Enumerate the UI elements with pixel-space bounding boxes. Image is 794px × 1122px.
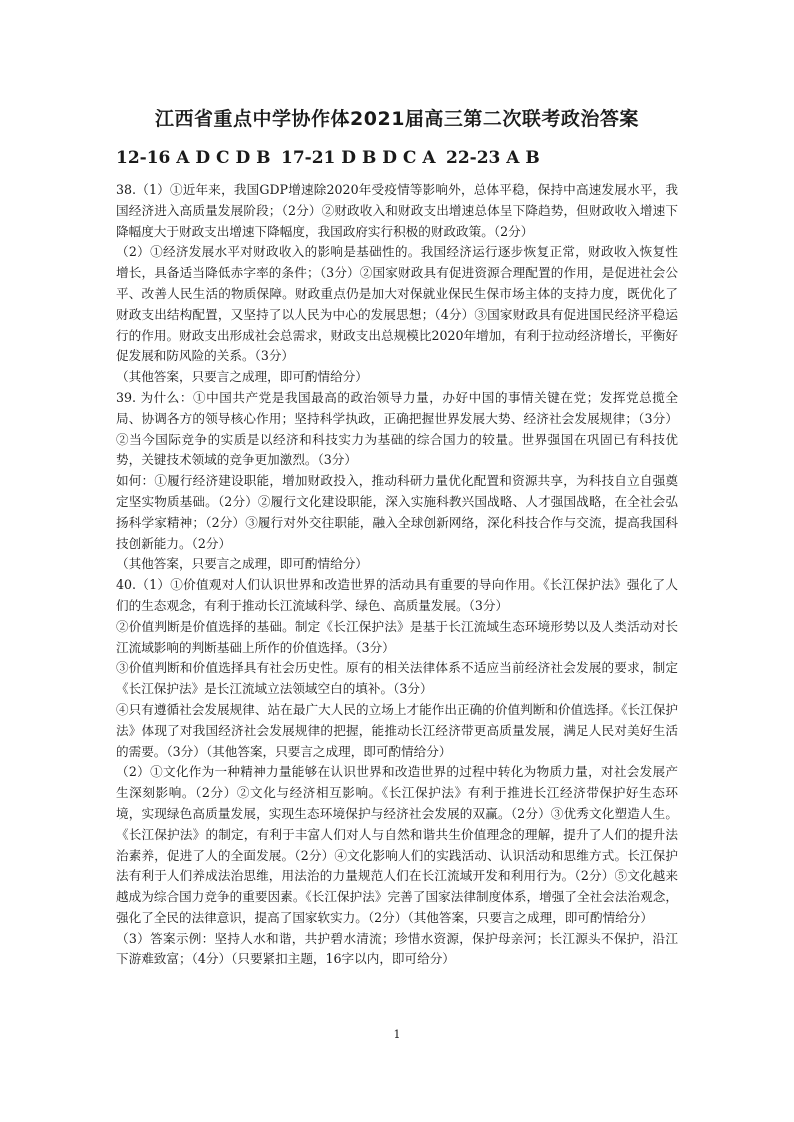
document-title: 江西省重点中学协作体2021届高三第二次联考政治答案 <box>155 108 639 130</box>
page-number: 1 <box>393 1028 401 1041</box>
paragraph-38-2: （2）①经济发展水平对财政收入的影响是基础性的。我国经济运行逐步恢复正常，财政收入恢复性增长，具备适当降低赤字率的条件；（3分）②国家财政具有促进资源合理配置的作用，是促进社会公平、改善人民生活的物质保障。财政重点仍是加大对保就业保民生保市场主体的支持力度，既优化了财政支出结构配置，又坚持了以人民为中心的发展思想；（4分）③国家财政具有促进国民经济平稳运行的作用。财政支出形成社会总需求，财政支出总规模比2020年增加，有利于拉动经济增长，平衡好促发展和防风险的关系。（3分） <box>116 244 678 364</box>
multiple-choice-answers <box>116 148 696 168</box>
answers-17-21: 17-21 D B D C A <box>281 148 436 168</box>
paragraph-40-1-c: ③价值判断和价值选择具有社会历史性。原有的相关法律体系不适应当前经济社会发展的要求，制定《长江保护法》是长江流域立法领域空白的填补。（3分） <box>116 660 678 697</box>
answer-body <box>116 180 678 970</box>
paragraph-40-1-b: ②价值判断是价值选择的基础。制定《长江保护法》是基于长江流域生态环境形势以及人类活动对长江流域影响的判断基础上所作的价值选择。（3分） <box>116 618 678 655</box>
paragraph-40-1-d: ④只有遵循社会发展规律、站在最广大人民的立场上才能作出正确的价值判断和价值选择。《长江保护法》体现了对我国经济社会发展规律的把握，能推动长江经济带更高质量发展，满足人民对美好生活的需要。（3分）（其他答案，只要言之成理，即可酌情给分） <box>116 701 678 759</box>
paragraph-40-3: （3）答案示例：坚持人水和谐，共护碧水清流；珍惜水资源，保护母亲河；长江源头不保护，沿江下游难致富；（4分）（只要紧扣主题，16字以内，即可给分） <box>116 930 678 967</box>
paragraph-40-1-a: 40.（1）①价值观对人们认识世界和改造世界的活动具有重要的导向作用。《长江保护法》强化了人们的生态观念，有利于推动长江流域科学、绿色、高质量发展。（3分） <box>116 577 678 613</box>
paragraph-38-1: 38.（1）①近年来，我国GDP增速除2020年受疫情等影响外，总体平稳，保持中高速发展水平，我国经济进入高质量发展阶段；（2分）②财政收入和财政支出增速总体呈下降趋势，但财政收入增速下降幅度大于财政支出增速下降幅度，我国政府实行积极的财政政策。（2分） <box>116 182 678 239</box>
answers-12-16: 12-16 A D C D B <box>116 148 271 168</box>
paragraph-note: （其他答案，只要言之成理，即可酌情给分） <box>116 369 368 385</box>
paragraph-39-how: 如何：①履行经济建设职能，增加财政投入，推动科研力量优化配置和资源共享，为科技自立自强奠定坚实物质基础。（2分）②履行文化建设职能，深入实施科教兴国战略、人才强国战略，在全社会弘扬科学家精神；（2分）③履行对外交往职能，融入全球创新网络，深化科技合作与交流，提高我国科技创新能力。（2分） <box>116 473 678 551</box>
paragraph-note: （其他答案，只要言之成理，即可酌情给分） <box>116 556 368 572</box>
paragraph-40-2: （2）①文化作为一种精神力量能够在认识世界和改造世界的过程中转化为物质力量，对社会发展产生深刻影响。（2分）②文化与经济相互影响。《长江保护法》有利于推进长江经济带保护好生态环境，实现绿色高质量发展，实现生态环境保护与经济社会发展的双赢。（2分）③优秀文化塑造人生。《长江保护法》的制定，有利于丰富人们对人与自然和谐共生价值理念的理解，提升了人们的提升法治素养，促进了人的全面发展。（2分）④文化影响人们的实践活动、认识活动和思维方式。长江保护法有利于人们养成法治思维，用法治的力量规范人们在长江流域开发和利用行为。（2分）⑤文化越来越成为综合国力竞争的重要因素。《长江保护法》完善了国家法律制度体系，增强了全社会法治观念，强化了全民的法律意识，提高了国家软实力。（2分）（其他答案，只要言之成理，即可酌情给分） <box>116 764 678 925</box>
paragraph-39-why: 39. 为什么：①中国共产党是我国最高的政治领导力量，办好中国的事情关键在党；发挥党总揽全局、协调各方的领导核心作用；坚持科学执政，正确把握世界发展大势、经济社会发展规律；（3分）②当今国际竞争的实质是以经济和科技实力为基础的综合国力的较量。世界强国在巩固已有科技优势，关键技术领域的竞争更加激烈。（3分） <box>116 389 678 468</box>
answers-22-23: 22-23 A B <box>446 148 540 168</box>
